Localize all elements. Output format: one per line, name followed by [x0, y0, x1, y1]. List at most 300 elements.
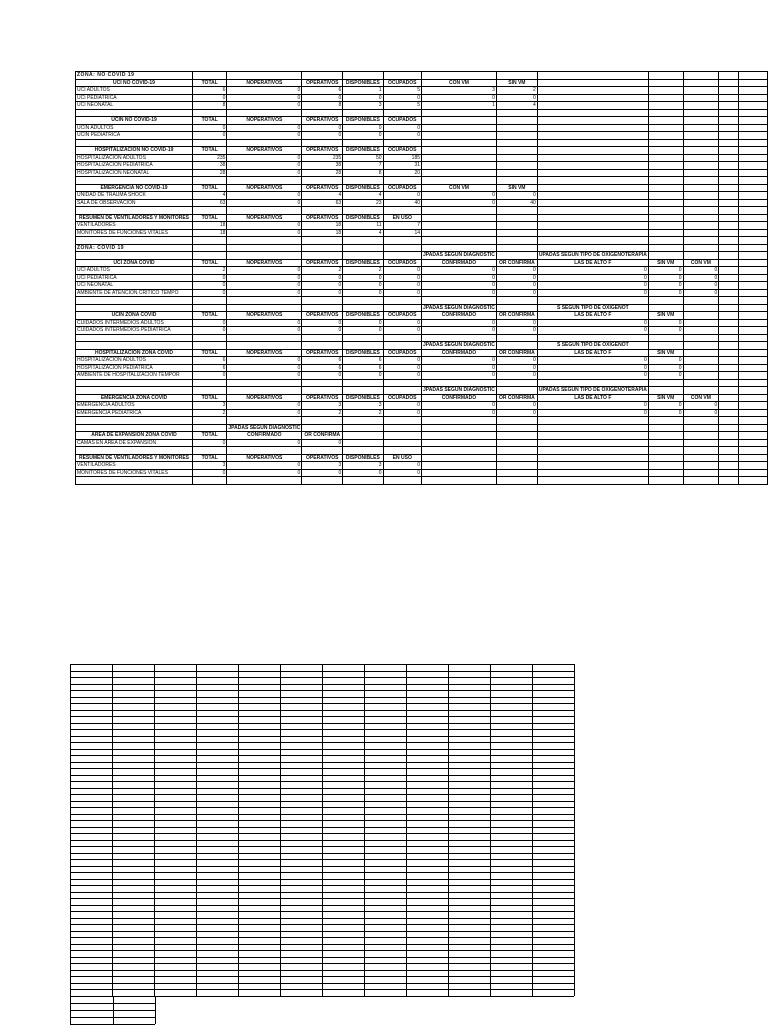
sheet-cell[interactable] — [738, 469, 767, 477]
sheet-cell[interactable] — [683, 364, 719, 372]
sheet-cell[interactable] — [422, 229, 497, 237]
row-label-cell[interactable]: VENTILADORES — [76, 462, 193, 470]
sheet-cell[interactable] — [648, 192, 683, 200]
row-label-cell[interactable]: SALA DE OBSERVACION — [76, 199, 193, 207]
sheet-cell[interactable]: TOTAL — [193, 454, 227, 462]
row-label-cell[interactable]: HOSPITALIZACION ADULTOS — [76, 154, 193, 162]
sheet-cell[interactable] — [738, 132, 767, 140]
sheet-cell[interactable]: OPERATIVOS — [302, 349, 343, 357]
sheet-cell[interactable]: CONFIRMADO — [422, 312, 497, 320]
sheet-cell[interactable]: 0 — [193, 439, 227, 447]
sheet-cell[interactable]: 0 — [422, 372, 497, 380]
sheet-cell[interactable]: 31 — [383, 162, 422, 170]
sheet-cell[interactable] — [302, 387, 343, 395]
sheet-cell[interactable] — [719, 432, 739, 440]
sheet-cell[interactable]: EN USO — [383, 454, 422, 462]
sheet-cell[interactable]: S SEGUN TIPO DE OXIGENOT — [537, 304, 648, 312]
sheet-cell[interactable]: OR CONFIRMA — [496, 394, 537, 402]
sheet-cell[interactable] — [422, 334, 497, 342]
sheet-cell[interactable] — [738, 147, 767, 155]
sheet-cell[interactable] — [648, 469, 683, 477]
sheet-cell[interactable] — [683, 199, 719, 207]
sheet-cell[interactable] — [537, 79, 648, 87]
sheet-cell[interactable] — [738, 259, 767, 267]
sheet-cell[interactable] — [383, 439, 422, 447]
sheet-cell[interactable] — [383, 109, 422, 117]
sheet-cell[interactable]: 2 — [193, 267, 227, 275]
sheet-cell[interactable] — [719, 469, 739, 477]
sheet-cell[interactable] — [193, 304, 227, 312]
row-label-cell[interactable] — [76, 379, 193, 387]
sheet-cell[interactable]: 0 — [193, 469, 227, 477]
sheet-cell[interactable] — [719, 327, 739, 335]
sheet-cell[interactable] — [496, 214, 537, 222]
sheet-cell[interactable] — [648, 379, 683, 387]
sheet-cell[interactable]: 0 — [227, 229, 302, 237]
sheet-cell[interactable] — [683, 447, 719, 455]
sheet-cell[interactable] — [648, 334, 683, 342]
sheet-cell[interactable]: 28 — [193, 169, 227, 177]
sheet-cell[interactable]: 0 — [227, 199, 302, 207]
row-label-cell[interactable] — [76, 334, 193, 342]
sheet-cell[interactable] — [537, 87, 648, 95]
sheet-cell[interactable] — [422, 454, 497, 462]
row-label-cell[interactable]: HOSPITALIZACION ZONA COVID — [76, 349, 193, 357]
sheet-cell[interactable] — [302, 417, 343, 425]
row-label-cell[interactable] — [76, 417, 193, 425]
sheet-cell[interactable] — [193, 334, 227, 342]
sheet-cell[interactable]: 3 — [422, 87, 497, 95]
sheet-cell[interactable] — [537, 469, 648, 477]
sheet-cell[interactable] — [648, 237, 683, 245]
sheet-cell[interactable] — [193, 72, 227, 80]
sheet-cell[interactable] — [648, 147, 683, 155]
sheet-cell[interactable]: 3 — [302, 462, 343, 470]
sheet-cell[interactable] — [227, 109, 302, 117]
sheet-cell[interactable] — [738, 319, 767, 327]
sheet-cell[interactable] — [738, 394, 767, 402]
sheet-cell[interactable] — [537, 199, 648, 207]
sheet-cell[interactable]: 0 — [422, 357, 497, 365]
sheet-cell[interactable] — [383, 252, 422, 260]
sheet-cell[interactable] — [683, 154, 719, 162]
sheet-cell[interactable] — [227, 207, 302, 215]
sheet-cell[interactable] — [683, 132, 719, 140]
sheet-cell[interactable] — [683, 109, 719, 117]
sheet-cell[interactable]: OR CONFIRMA — [496, 349, 537, 357]
sheet-cell[interactable] — [719, 409, 739, 417]
sheet-cell[interactable]: 0 — [537, 319, 648, 327]
sheet-cell[interactable] — [343, 304, 383, 312]
sheet-cell[interactable]: 38 — [302, 162, 343, 170]
sheet-cell[interactable]: DISPONIBLES — [343, 394, 383, 402]
sheet-cell[interactable]: 6 — [302, 364, 343, 372]
sheet-cell[interactable]: OPERATIVOS — [302, 214, 343, 222]
sheet-cell[interactable] — [719, 319, 739, 327]
sheet-cell[interactable]: 0 — [422, 192, 497, 200]
row-label-cell[interactable]: UCI PEDIATRICA — [76, 94, 193, 102]
sheet-cell[interactable] — [422, 154, 497, 162]
sheet-cell[interactable] — [738, 229, 767, 237]
sheet-cell[interactable]: TOTAL — [193, 394, 227, 402]
sheet-cell[interactable] — [537, 132, 648, 140]
sheet-cell[interactable]: 0 — [383, 132, 422, 140]
sheet-cell[interactable]: 0 — [537, 364, 648, 372]
sheet-cell[interactable] — [719, 169, 739, 177]
sheet-cell[interactable] — [193, 379, 227, 387]
sheet-cell[interactable] — [227, 297, 302, 305]
sheet-cell[interactable] — [719, 259, 739, 267]
sheet-cell[interactable] — [422, 207, 497, 215]
sheet-cell[interactable]: OCUPADOS — [383, 79, 422, 87]
sheet-cell[interactable] — [343, 334, 383, 342]
sheet-cell[interactable] — [648, 432, 683, 440]
sheet-cell[interactable]: 7 — [383, 222, 422, 230]
sheet-cell[interactable]: 20 — [383, 169, 422, 177]
sheet-cell[interactable] — [383, 387, 422, 395]
sheet-cell[interactable] — [738, 222, 767, 230]
sheet-cell[interactable] — [719, 424, 739, 432]
sheet-cell[interactable]: 0 — [343, 124, 383, 132]
sheet-cell[interactable]: NOPERATIVOS — [227, 79, 302, 87]
sheet-cell[interactable] — [227, 72, 302, 80]
sheet-cell[interactable]: 0 — [302, 327, 343, 335]
sheet-cell[interactable]: 0 — [683, 402, 719, 410]
sheet-cell[interactable] — [537, 477, 648, 485]
sheet-cell[interactable] — [496, 439, 537, 447]
sheet-cell[interactable] — [343, 447, 383, 455]
sheet-cell[interactable] — [683, 372, 719, 380]
sheet-cell[interactable] — [683, 177, 719, 185]
sheet-cell[interactable] — [683, 312, 719, 320]
sheet-cell[interactable] — [719, 394, 739, 402]
sheet-cell[interactable] — [648, 439, 683, 447]
sheet-cell[interactable] — [193, 109, 227, 117]
sheet-cell[interactable]: 40 — [383, 199, 422, 207]
sheet-cell[interactable] — [683, 439, 719, 447]
sheet-cell[interactable]: DISPONIBLES — [343, 312, 383, 320]
sheet-cell[interactable] — [537, 229, 648, 237]
sheet-cell[interactable]: DISPONIBLES — [343, 454, 383, 462]
row-label-cell[interactable] — [76, 177, 193, 185]
sheet-cell[interactable] — [719, 102, 739, 110]
sheet-cell[interactable]: 8 — [343, 169, 383, 177]
sheet-cell[interactable] — [738, 184, 767, 192]
sheet-cell[interactable] — [648, 297, 683, 305]
sheet-cell[interactable]: 11 — [343, 222, 383, 230]
sheet-cell[interactable] — [648, 417, 683, 425]
sheet-cell[interactable] — [193, 424, 227, 432]
sheet-cell[interactable] — [719, 87, 739, 95]
row-label-cell[interactable]: MONITORES DE FUNCIONES VITALES — [76, 229, 193, 237]
row-label-cell[interactable] — [76, 109, 193, 117]
sheet-cell[interactable]: 0 — [383, 124, 422, 132]
sheet-cell[interactable]: 0 — [422, 94, 497, 102]
sheet-cell[interactable]: S SEGUN TIPO DE OXIGENOT — [537, 342, 648, 350]
row-label-cell[interactable]: HOSPITALIZACION PEDIATRICA — [76, 364, 193, 372]
sheet-cell[interactable] — [302, 207, 343, 215]
sheet-cell[interactable] — [719, 387, 739, 395]
sheet-cell[interactable] — [422, 124, 497, 132]
sheet-cell[interactable]: 0 — [227, 289, 302, 297]
sheet-cell[interactable] — [537, 462, 648, 470]
sheet-cell[interactable]: LAS DE ALTO F — [537, 312, 648, 320]
sheet-cell[interactable] — [719, 289, 739, 297]
sheet-cell[interactable] — [537, 147, 648, 155]
sheet-cell[interactable] — [496, 132, 537, 140]
sheet-cell[interactable] — [683, 297, 719, 305]
sheet-cell[interactable]: 8 — [193, 102, 227, 110]
sheet-cell[interactable] — [683, 169, 719, 177]
sheet-cell[interactable] — [343, 477, 383, 485]
sheet-cell[interactable] — [496, 169, 537, 177]
row-label-cell[interactable]: EMERGENCIA ZONA COVID — [76, 394, 193, 402]
sheet-cell[interactable]: 0 — [648, 267, 683, 275]
row-label-cell[interactable]: ZONA: NO COVID 19 — [76, 72, 193, 80]
sheet-cell[interactable]: 3 — [302, 402, 343, 410]
sheet-cell[interactable] — [496, 454, 537, 462]
sheet-cell[interactable] — [302, 177, 343, 185]
sheet-cell[interactable]: OPERATIVOS — [302, 147, 343, 155]
sheet-cell[interactable]: 0 — [227, 462, 302, 470]
sheet-cell[interactable] — [537, 244, 648, 252]
sheet-cell[interactable] — [496, 237, 537, 245]
sheet-cell[interactable] — [738, 154, 767, 162]
sheet-cell[interactable]: 5 — [383, 87, 422, 95]
sheet-cell[interactable]: 0 — [227, 274, 302, 282]
sheet-cell[interactable] — [496, 432, 537, 440]
sheet-cell[interactable] — [738, 477, 767, 485]
sheet-cell[interactable]: 3 — [193, 402, 227, 410]
sheet-cell[interactable]: 0 — [343, 282, 383, 290]
sheet-cell[interactable] — [422, 117, 497, 125]
sheet-cell[interactable] — [302, 342, 343, 350]
sheet-cell[interactable] — [648, 124, 683, 132]
sheet-cell[interactable] — [537, 454, 648, 462]
sheet-cell[interactable] — [193, 237, 227, 245]
sheet-cell[interactable]: 0 — [383, 402, 422, 410]
sheet-cell[interactable]: TOTAL — [193, 432, 227, 440]
sheet-cell[interactable] — [422, 477, 497, 485]
sheet-cell[interactable]: 2 — [193, 409, 227, 417]
sheet-cell[interactable] — [496, 154, 537, 162]
sheet-cell[interactable] — [683, 229, 719, 237]
sheet-cell[interactable] — [738, 72, 767, 80]
sheet-cell[interactable]: 0 — [648, 289, 683, 297]
sheet-cell[interactable]: 0 — [648, 409, 683, 417]
sheet-cell[interactable]: 4 — [302, 192, 343, 200]
sheet-cell[interactable]: 0 — [648, 327, 683, 335]
sheet-cell[interactable] — [738, 364, 767, 372]
sheet-cell[interactable]: 0 — [383, 327, 422, 335]
sheet-cell[interactable]: 6 — [193, 357, 227, 365]
sheet-cell[interactable] — [227, 237, 302, 245]
sheet-cell[interactable]: DISPONIBLES — [343, 147, 383, 155]
sheet-cell[interactable] — [383, 207, 422, 215]
row-label-cell[interactable]: UCIN NO COVID-19 — [76, 117, 193, 125]
sheet-cell[interactable] — [738, 417, 767, 425]
sheet-cell[interactable]: 0 — [227, 192, 302, 200]
sheet-cell[interactable] — [719, 237, 739, 245]
sheet-cell[interactable] — [343, 379, 383, 387]
sheet-cell[interactable] — [537, 169, 648, 177]
sheet-cell[interactable] — [719, 132, 739, 140]
sheet-cell[interactable] — [683, 87, 719, 95]
sheet-cell[interactable] — [537, 124, 648, 132]
sheet-cell[interactable] — [719, 334, 739, 342]
sheet-cell[interactable] — [496, 477, 537, 485]
sheet-cell[interactable] — [496, 379, 537, 387]
sheet-cell[interactable] — [648, 214, 683, 222]
sheet-cell[interactable] — [302, 379, 343, 387]
sheet-cell[interactable]: 0 — [648, 274, 683, 282]
sheet-cell[interactable]: DISPONIBLES — [343, 214, 383, 222]
sheet-cell[interactable] — [193, 207, 227, 215]
sheet-cell[interactable] — [738, 244, 767, 252]
sheet-cell[interactable] — [302, 252, 343, 260]
sheet-cell[interactable]: CONFIRMADO — [422, 259, 497, 267]
sheet-cell[interactable]: CON VM — [422, 79, 497, 87]
sheet-cell[interactable]: 0 — [383, 274, 422, 282]
sheet-cell[interactable]: 0 — [496, 289, 537, 297]
sheet-cell[interactable] — [343, 439, 383, 447]
sheet-cell[interactable]: TOTAL — [193, 214, 227, 222]
sheet-cell[interactable]: 0 — [227, 169, 302, 177]
sheet-cell[interactable]: EN USO — [383, 214, 422, 222]
sheet-cell[interactable] — [422, 214, 497, 222]
sheet-cell[interactable] — [537, 424, 648, 432]
sheet-cell[interactable]: 50 — [343, 154, 383, 162]
sheet-cell[interactable]: 0 — [648, 319, 683, 327]
sheet-cell[interactable] — [496, 297, 537, 305]
sheet-cell[interactable] — [343, 424, 383, 432]
sheet-cell[interactable]: 0 — [648, 372, 683, 380]
sheet-cell[interactable] — [343, 387, 383, 395]
sheet-cell[interactable] — [719, 274, 739, 282]
sheet-cell[interactable]: 0 — [496, 402, 537, 410]
sheet-cell[interactable]: 0 — [193, 282, 227, 290]
sheet-cell[interactable] — [719, 282, 739, 290]
sheet-cell[interactable] — [738, 462, 767, 470]
sheet-cell[interactable] — [719, 372, 739, 380]
sheet-cell[interactable] — [422, 297, 497, 305]
sheet-cell[interactable]: 6 — [343, 357, 383, 365]
sheet-cell[interactable]: OPERATIVOS — [302, 312, 343, 320]
sheet-cell[interactable]: 2 — [496, 87, 537, 95]
sheet-cell[interactable]: DISPONIBLES — [343, 79, 383, 87]
sheet-cell[interactable] — [683, 102, 719, 110]
sheet-cell[interactable]: 7 — [343, 162, 383, 170]
sheet-cell[interactable]: 4 — [343, 192, 383, 200]
sheet-cell[interactable] — [496, 462, 537, 470]
sheet-cell[interactable] — [302, 244, 343, 252]
sheet-cell[interactable] — [683, 379, 719, 387]
sheet-cell[interactable] — [496, 124, 537, 132]
sheet-cell[interactable] — [738, 207, 767, 215]
sheet-cell[interactable]: CONFIRMADO — [227, 432, 302, 440]
sheet-cell[interactable]: 2 — [302, 409, 343, 417]
sheet-cell[interactable] — [537, 379, 648, 387]
sheet-cell[interactable] — [383, 417, 422, 425]
sheet-cell[interactable] — [496, 447, 537, 455]
sheet-cell[interactable] — [683, 424, 719, 432]
row-label-cell[interactable]: UCI ADULTOS — [76, 87, 193, 95]
sheet-cell[interactable]: 0 — [302, 439, 343, 447]
sheet-cell[interactable] — [227, 334, 302, 342]
sheet-cell[interactable] — [738, 342, 767, 350]
row-label-cell[interactable]: UCIN ZONA COVID — [76, 312, 193, 320]
row-label-cell[interactable] — [76, 477, 193, 485]
sheet-cell[interactable] — [193, 244, 227, 252]
row-label-cell[interactable]: UCI PEDIATRICA — [76, 274, 193, 282]
sheet-cell[interactable] — [648, 244, 683, 252]
sheet-cell[interactable]: 6 — [193, 87, 227, 95]
sheet-cell[interactable]: NOPERATIVOS — [227, 117, 302, 125]
sheet-cell[interactable]: 0 — [537, 327, 648, 335]
sheet-cell[interactable] — [738, 177, 767, 185]
sheet-cell[interactable] — [383, 237, 422, 245]
sheet-cell[interactable] — [683, 184, 719, 192]
sheet-cell[interactable] — [422, 222, 497, 230]
sheet-cell[interactable]: 4 — [343, 229, 383, 237]
sheet-cell[interactable]: 23 — [343, 199, 383, 207]
sheet-cell[interactable]: 28 — [302, 169, 343, 177]
sheet-cell[interactable]: OCUPADOS — [383, 147, 422, 155]
sheet-cell[interactable] — [537, 334, 648, 342]
sheet-cell[interactable] — [719, 342, 739, 350]
sheet-cell[interactable] — [738, 349, 767, 357]
sheet-cell[interactable]: 0 — [537, 274, 648, 282]
sheet-cell[interactable] — [537, 139, 648, 147]
sheet-cell[interactable] — [683, 432, 719, 440]
sheet-cell[interactable]: OCUPADOS — [383, 312, 422, 320]
sheet-cell[interactable] — [719, 79, 739, 87]
sheet-cell[interactable]: 0 — [343, 372, 383, 380]
sheet-cell[interactable]: NOPERATIVOS — [227, 214, 302, 222]
sheet-cell[interactable]: 6 — [302, 87, 343, 95]
sheet-cell[interactable]: 0 — [193, 132, 227, 140]
sheet-cell[interactable] — [496, 147, 537, 155]
sheet-cell[interactable] — [648, 207, 683, 215]
sheet-cell[interactable] — [496, 244, 537, 252]
sheet-cell[interactable] — [719, 304, 739, 312]
sheet-cell[interactable] — [719, 439, 739, 447]
sheet-cell[interactable] — [302, 109, 343, 117]
sheet-cell[interactable] — [738, 447, 767, 455]
sheet-cell[interactable] — [343, 417, 383, 425]
sheet-cell[interactable] — [343, 139, 383, 147]
sheet-cell[interactable] — [648, 169, 683, 177]
sheet-cell[interactable] — [683, 192, 719, 200]
sheet-cell[interactable]: OPERATIVOS — [302, 79, 343, 87]
sheet-cell[interactable] — [738, 169, 767, 177]
sheet-cell[interactable]: 0 — [496, 192, 537, 200]
sheet-cell[interactable]: CONFIRMADO — [422, 394, 497, 402]
sheet-cell[interactable] — [227, 244, 302, 252]
sheet-cell[interactable]: DISPONIBLES — [343, 259, 383, 267]
sheet-cell[interactable]: 235 — [302, 154, 343, 162]
sheet-cell[interactable] — [738, 87, 767, 95]
sheet-cell[interactable]: 2 — [343, 267, 383, 275]
sheet-cell[interactable]: 0 — [343, 132, 383, 140]
sheet-cell[interactable] — [496, 222, 537, 230]
sheet-cell[interactable] — [719, 72, 739, 80]
sheet-cell[interactable]: 18 — [193, 229, 227, 237]
sheet-cell[interactable] — [537, 109, 648, 117]
sheet-cell[interactable]: SIN VM — [648, 259, 683, 267]
sheet-cell[interactable] — [343, 252, 383, 260]
sheet-cell[interactable] — [719, 162, 739, 170]
